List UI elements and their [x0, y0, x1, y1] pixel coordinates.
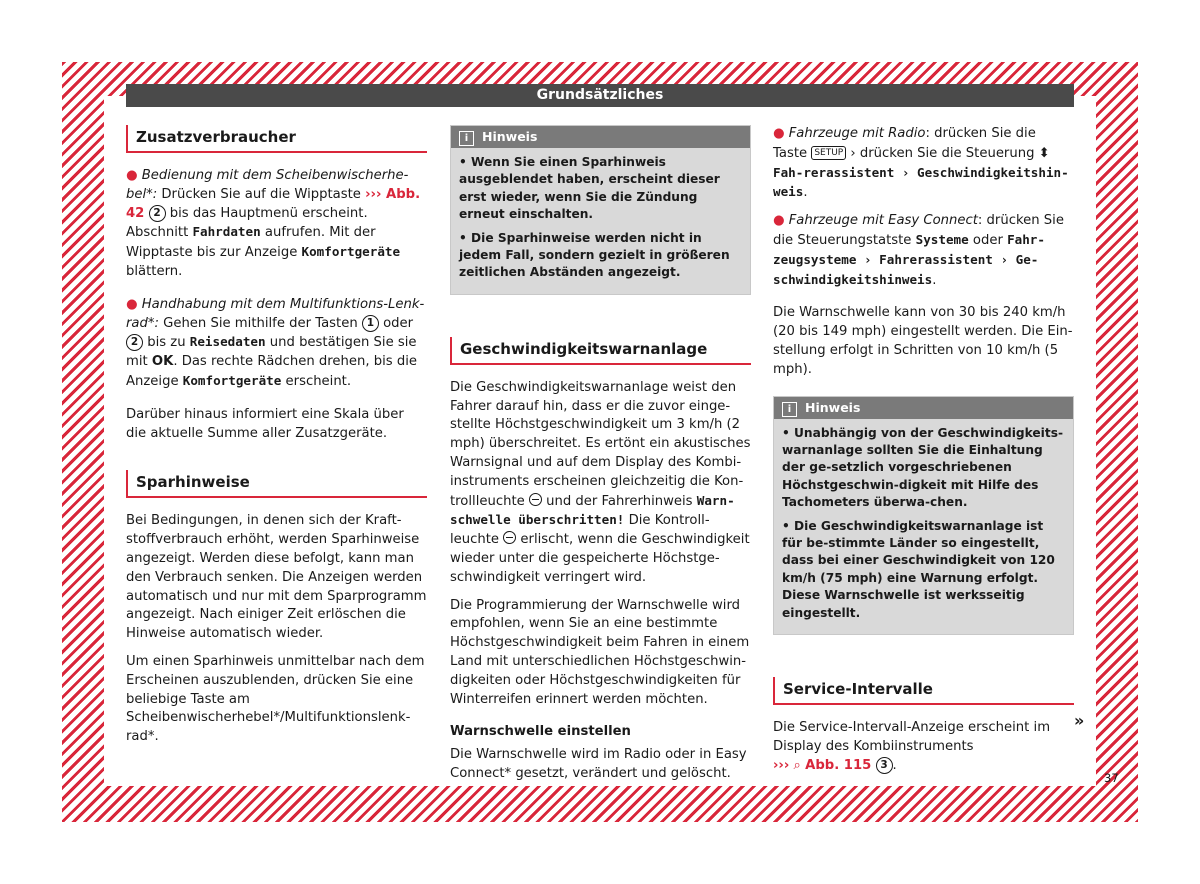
page-number: 37 [1104, 771, 1119, 785]
callout-number: 2 [126, 334, 143, 351]
column-middle [450, 125, 751, 793]
note-box-geschwindigkeit [773, 396, 1074, 635]
bullet-icon: ● [126, 168, 138, 183]
setup-key: SETUP [811, 146, 846, 160]
paragraph-sparhinweise-2: Um einen Sparhinweis unmittelbar nach dem Erscheinen auszublenden, drücken Sie eine beliebige Taste am Scheibenwischerhebel*/Multifunktionslenk-rad*. [126, 653, 425, 745]
speed-warning-indicator-icon [503, 531, 516, 544]
book-search-icon: ⌕ [793, 757, 801, 773]
paragraph-bullet-wischerhebel: ● Bedienung mit dem Scheibenwischerhe-bel*: Drücken Sie auf die Wipptaste ››› Abb. 42 2 bis das Hauptmenü erscheint. Abschnitt Fahrdaten aufrufen. Mit der Wipptaste bis zur Anzeige Komfortgeräte blättern. [126, 168, 421, 279]
info-icon: i [782, 402, 797, 417]
figure-link[interactable]: ››› Abb. 42 [126, 186, 421, 221]
paragraph-warnschwelle-range: Die Warnschwelle kann von 30 bis 240 km/h (20 bis 149 mph) eingestellt werden. Die Ein-stellung erfolgt in Schritten von 10 km/h (5 mph). [773, 305, 1073, 377]
up-down-arrow-icon: ⬍ [1038, 145, 1050, 161]
note-item: • Die Sparhinweise werden nicht in jedem Fall, sondern gezielt in größeren zeitlichen Abständen angezeigt. [459, 230, 730, 280]
section-title-zusatzverbraucher: Zusatzverbraucher [126, 125, 427, 153]
note-body [774, 419, 1073, 634]
bullet-icon: ● [773, 213, 785, 229]
note-item: • Wenn Sie einen Sparhinweis ausgeblendet haben, erscheint dieser erst wieder, wenn Sie die Zündung erneut einschalten. [459, 155, 720, 222]
column-right [773, 125, 1074, 784]
chapter-header: Grundsätzliches [126, 84, 1074, 107]
paragraph-bullet-radio: ● Fahrzeuge mit Radio: drücken Sie die Taste SETUP › drücken Sie die Steuerung ⬍ Fah-rerassistent › Geschwindigkeitshin-weis. [773, 126, 1069, 201]
section-title-geschwindigkeitswarnanlage: Geschwindigkeitswarnanlage [450, 337, 751, 365]
note-header: i Hinweis [774, 397, 1073, 419]
section-title-sparhinweise: Sparhinweise [126, 470, 427, 498]
bullet-icon: ● [773, 126, 785, 141]
column-left [126, 125, 427, 756]
callout-number: 3 [876, 757, 893, 774]
paragraph-gwa-1: Die Geschwindigkeitswarnanlage weist den Fahrer darauf hin, dass er die zuvor einge-stellte Höchstgeschwindigkeit um 3 km/h (2 mph) überschreitet. Es ertönt ein akustisches Warnsignal und auf dem Display des Kombi-instruments erscheinen gleichzeitig die Kon-trollleuchte und der Fahrerhinweis Warn-schwelle überschritten! Die Kontroll-leuchte erlischt, wenn die Geschwindigkeit wieder unter die gespeicherte Höchstge-schwindigkeit verringert wird. [450, 379, 751, 585]
subheading-warnschwelle: Warnschwelle einstellen [450, 724, 631, 740]
note-item: • Die Geschwindigkeitswarnanlage ist für be-stimmte Länder so eingestellt, dass bei einer Geschwindigkeit von 120 km/h (75 mph) eine Warnung erfolgt. Diese Warnschwelle ist werksseitig eingestellt. [782, 518, 1055, 620]
note-body [451, 148, 750, 294]
section-title-service-intervalle: Service-Intervalle [773, 677, 1074, 705]
callout-number: 1 [362, 315, 379, 332]
paragraph-sparhinweise-1: Bei Bedingungen, in denen sich der Kraft-stoffverbrauch erhöht, werden Sparhinweise angezeigt. Werden diese befolgt, kann man den Verbrauch senken. Die Anzeigen werden automatisch und nur mit dem Sparprogramm angezeigt. Nach einiger Zeit erlöschen die Hinweise automatisch wieder. [126, 513, 427, 642]
note-item: • Unabhängig von der Geschwindigkeits-warnanlage sollten Sie die Einhaltung der ge-setzlich vorgeschriebenen Höchstgeschwin-digkeit mit Hilfe des Tachometers überwa-chen. [782, 425, 1064, 510]
paragraph-gwa-2: Die Programmierung der Warnschwelle wird empfohlen, wenn Sie an eine bestimmte Höchstgeschwindigkeit beim Fahren in einem Land mit unterschiedlichen Höchstgeschwin-digkeiten oder Höchstgeschwindigkeiten für Winterreifen erinnert werden möchten. [450, 597, 750, 707]
continue-arrow-icon: » [1074, 711, 1085, 730]
callout-number: 2 [149, 205, 166, 222]
note-header: i Hinweis [451, 126, 750, 148]
speed-warning-indicator-icon [529, 493, 542, 506]
paragraph-bullet-easyconnect: ● Fahrzeuge mit Easy Connect: drücken Sie die Steuerungstatste Systeme oder Fahr-zeugsysteme › Fahrerassistent › Ge-schwindigkeitshinweis. [773, 213, 1064, 288]
figure-link[interactable]: Abb. 115 [805, 757, 872, 773]
paragraph-service: Die Service-Intervall-Anzeige erscheint im Display des Kombiinstruments ››› ⌕ Abb. 115 3 . [773, 720, 1051, 773]
paragraph-bullet-lenkrad: ● Handhabung mit dem Multifunktions-Lenk-rad*: Gehen Sie mithilfe der Tasten 1 oder 2 bis zu Reisedaten und bestätigen Sie sie mit OK. Das rechte Rädchen drehen, bis die Anzeige Komfortgeräte erscheint. [126, 296, 425, 389]
paragraph-gwa-3: Die Warnschwelle wird im Radio oder in Easy Connect* gesetzt, verändert und gelöscht. [450, 747, 747, 781]
info-icon: i [459, 131, 474, 146]
paragraph-skala: Darüber hinaus informiert eine Skala über die aktuelle Summe aller Zusatzgeräte. [126, 406, 404, 441]
figure-link-arrows[interactable]: ››› [773, 757, 790, 773]
bullet-icon: ● [126, 296, 138, 312]
note-box-sparhinweis [450, 125, 751, 295]
